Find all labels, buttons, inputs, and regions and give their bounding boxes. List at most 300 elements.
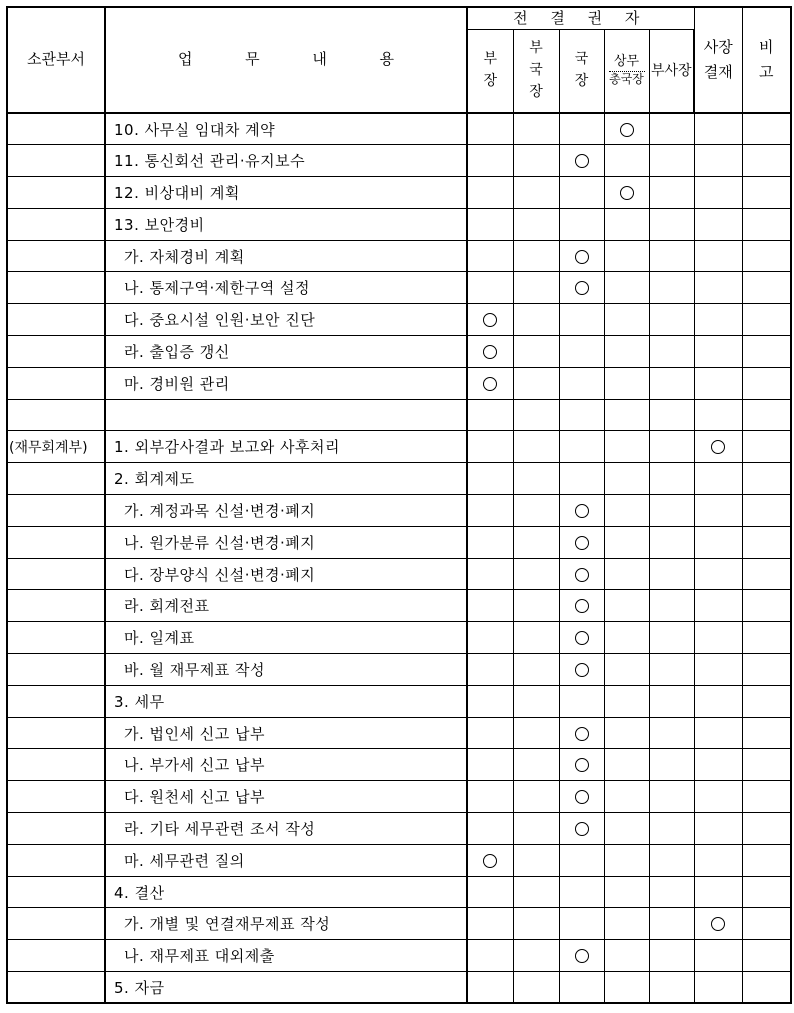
dept-cell: [7, 972, 105, 1004]
approval-cell-gukjang: [559, 208, 604, 240]
approval-cell-bugukjang: [513, 844, 559, 876]
approval-cell-sajang: [694, 781, 742, 813]
approval-cell-sangmu: [604, 113, 649, 145]
approval-cell-busajang: [649, 208, 694, 240]
approval-cell-sajang: [694, 558, 742, 590]
header-sajang: [694, 7, 742, 113]
approval-cell-gukjang: [559, 399, 604, 431]
approval-cell-gukjang: [559, 717, 604, 749]
gukjang-char: 장: [574, 72, 589, 89]
approval-cell-gukjang: [559, 558, 604, 590]
approval-cell-busajang: [649, 685, 694, 717]
approval-cell-sajang: [694, 399, 742, 431]
bugukjang-char: 국: [529, 61, 543, 78]
task-cell: 4. 결산: [105, 876, 467, 908]
approval-circle-icon: [575, 631, 589, 645]
approval-cell-bujang: [467, 972, 513, 1004]
approval-circle-icon: [483, 313, 497, 327]
approval-circle-icon: [575, 949, 589, 963]
table-row: [7, 208, 791, 240]
approval-circle-icon: [483, 345, 497, 359]
approval-cell-bugukjang: [513, 145, 559, 177]
approval-cell-bigo: [742, 940, 791, 972]
header-bujang: [467, 29, 513, 113]
table-row: [7, 367, 791, 399]
dept-cell: [7, 304, 105, 336]
approval-cell-bugukjang: [513, 717, 559, 749]
approval-cell-bujang: [467, 813, 513, 845]
dept-cell: [7, 654, 105, 686]
task-cell: 마. 일계표: [105, 622, 467, 654]
approval-cell-busajang: [649, 654, 694, 686]
approval-cell-sangmu: [604, 145, 649, 177]
approval-circle-icon: [575, 281, 589, 295]
dept-cell: [7, 208, 105, 240]
dept-cell: [7, 908, 105, 940]
approval-cell-sangmu: [604, 940, 649, 972]
approval-cell-bigo: [742, 399, 791, 431]
approval-cell-bugukjang: [513, 113, 559, 145]
approval-cell-gukjang: [559, 844, 604, 876]
header-bugukjang: [513, 29, 559, 113]
header-task-char: 내: [312, 50, 327, 69]
dept-cell: [7, 749, 105, 781]
table-row: [7, 272, 791, 304]
header-gukjang: [559, 29, 604, 113]
table-row: [7, 495, 791, 527]
table-row: [7, 177, 791, 209]
table-row: [7, 399, 791, 431]
approval-cell-sangmu: [604, 622, 649, 654]
approval-cell-sangmu: [604, 304, 649, 336]
approval-cell-bujang: [467, 685, 513, 717]
bugukjang-char: 부: [529, 40, 543, 57]
bujang-char: 부: [483, 51, 498, 68]
task-cell: 나. 원가분류 신설·변경·폐지: [105, 526, 467, 558]
header-task-char: 무: [245, 50, 260, 69]
approval-cell-gukjang: [559, 908, 604, 940]
approval-cell-busajang: [649, 558, 694, 590]
gukjang-char: 국: [574, 51, 589, 68]
task-cell: 가. 법인세 신고 납부: [105, 717, 467, 749]
approval-cell-busajang: [649, 844, 694, 876]
header-approval-group: [467, 7, 694, 29]
approval-cell-sajang: [694, 304, 742, 336]
approval-cell-bugukjang: [513, 685, 559, 717]
approval-cell-bugukjang: [513, 972, 559, 1004]
approval-cell-sangmu: [604, 972, 649, 1004]
approval-cell-bigo: [742, 177, 791, 209]
table-row: [7, 781, 791, 813]
table-row: [7, 908, 791, 940]
approval-cell-bugukjang: [513, 272, 559, 304]
bugukjang-char: 장: [529, 83, 543, 100]
approval-cell-bigo: [742, 590, 791, 622]
table-row: [7, 336, 791, 368]
approval-cell-gukjang: [559, 304, 604, 336]
approval-cell-bigo: [742, 240, 791, 272]
task-cell: 나. 재무제표 대외제출: [105, 940, 467, 972]
approval-cell-sangmu: [604, 717, 649, 749]
approval-cell-gukjang: [559, 272, 604, 304]
approval-cell-sajang: [694, 622, 742, 654]
approval-cell-bugukjang: [513, 813, 559, 845]
approval-cell-sajang: [694, 526, 742, 558]
approval-cell-sajang: [694, 431, 742, 463]
task-cell: 라. 회계전표: [105, 590, 467, 622]
approval-cell-bujang: [467, 272, 513, 304]
dept-cell: [7, 367, 105, 399]
approval-cell-busajang: [649, 399, 694, 431]
dept-cell: [7, 590, 105, 622]
approval-cell-gukjang: [559, 590, 604, 622]
approval-cell-busajang: [649, 940, 694, 972]
table-row: [7, 240, 791, 272]
approval-cell-bigo: [742, 208, 791, 240]
approval-cell-gukjang: [559, 526, 604, 558]
approval-circle-icon: [575, 663, 589, 677]
task-cell: 3. 세무: [105, 685, 467, 717]
task-cell: 11. 통신회선 관리·유지보수: [105, 145, 467, 177]
approval-cell-busajang: [649, 972, 694, 1004]
dept-cell: [7, 495, 105, 527]
approval-cell-gukjang: [559, 781, 604, 813]
approval-cell-bujang: [467, 336, 513, 368]
approval-cell-bugukjang: [513, 208, 559, 240]
approval-cell-bigo: [742, 431, 791, 463]
table-row: [7, 685, 791, 717]
dept-cell: (재무회계부): [7, 431, 105, 463]
approval-cell-sajang: [694, 463, 742, 495]
task-cell: 12. 비상대비 계획: [105, 177, 467, 209]
approval-cell-bigo: [742, 495, 791, 527]
approval-cell-busajang: [649, 304, 694, 336]
approval-cell-bujang: [467, 749, 513, 781]
approval-circle-icon: [575, 504, 589, 518]
approval-cell-sangmu: [604, 654, 649, 686]
approval-cell-busajang: [649, 876, 694, 908]
dept-cell: [7, 240, 105, 272]
approval-cell-bujang: [467, 463, 513, 495]
table-row: [7, 717, 791, 749]
table-row: [7, 558, 791, 590]
task-cell: 나. 통제구역·제한구역 설정: [105, 272, 467, 304]
approval-cell-sajang: [694, 685, 742, 717]
approval-circle-icon: [575, 727, 589, 741]
approval-cell-busajang: [649, 717, 694, 749]
approval-circle-icon: [575, 250, 589, 264]
approval-cell-bujang: [467, 431, 513, 463]
approval-cell-sajang: [694, 972, 742, 1004]
approval-circle-icon: [483, 854, 497, 868]
table-row: [7, 463, 791, 495]
header-dept: 소관부서: [7, 7, 105, 113]
approval-cell-bigo: [742, 654, 791, 686]
header-group-title: 전 결 권 자: [513, 8, 649, 27]
approval-cell-busajang: [649, 431, 694, 463]
approval-cell-bugukjang: [513, 367, 559, 399]
approval-cell-gukjang: [559, 463, 604, 495]
approval-cell-gukjang: [559, 367, 604, 399]
approval-circle-icon: [620, 123, 634, 137]
header-bigo: [742, 7, 791, 113]
table-row: [7, 590, 791, 622]
approval-cell-bugukjang: [513, 336, 559, 368]
task-cell: 5. 자금: [105, 972, 467, 1004]
dept-cell: [7, 622, 105, 654]
approval-cell-sangmu: [604, 240, 649, 272]
dept-cell: [7, 526, 105, 558]
approval-cell-gukjang: [559, 685, 604, 717]
approval-cell-busajang: [649, 749, 694, 781]
approval-cell-sajang: [694, 590, 742, 622]
task-cell: 다. 중요시설 인원·보안 진단: [105, 304, 467, 336]
approval-cell-busajang: [649, 463, 694, 495]
approval-cell-bugukjang: [513, 495, 559, 527]
approval-cell-gukjang: [559, 113, 604, 145]
approval-cell-bugukjang: [513, 463, 559, 495]
approval-cell-sajang: [694, 813, 742, 845]
approval-cell-bujang: [467, 177, 513, 209]
approval-cell-bugukjang: [513, 431, 559, 463]
dept-cell: [7, 463, 105, 495]
approval-cell-bigo: [742, 113, 791, 145]
approval-cell-sajang: [694, 240, 742, 272]
dept-cell: [7, 813, 105, 845]
approval-circle-icon: [575, 822, 589, 836]
task-cell: 10. 사무실 임대차 계약: [105, 113, 467, 145]
approval-cell-bigo: [742, 622, 791, 654]
header-busajang: [649, 29, 694, 113]
approval-cell-busajang: [649, 908, 694, 940]
bujang-char: 장: [483, 72, 498, 89]
approval-cell-sajang: [694, 208, 742, 240]
approval-cell-bugukjang: [513, 399, 559, 431]
task-cell: 다. 장부양식 신설·변경·폐지: [105, 558, 467, 590]
approval-cell-bugukjang: [513, 940, 559, 972]
approval-cell-gukjang: [559, 431, 604, 463]
header-task-char: 업: [178, 50, 193, 69]
approval-cell-sajang: [694, 876, 742, 908]
approval-cell-sajang: [694, 940, 742, 972]
task-cell: 라. 출입증 갱신: [105, 336, 467, 368]
approval-cell-sangmu: [604, 463, 649, 495]
approval-cell-busajang: [649, 622, 694, 654]
table-row: [7, 844, 791, 876]
approval-cell-gukjang: [559, 336, 604, 368]
approval-cell-sangmu: [604, 813, 649, 845]
sajang-char: 결재: [703, 63, 733, 81]
approval-cell-sangmu: [604, 208, 649, 240]
sajang-char: 사장: [703, 37, 733, 56]
bigo-char: 비: [759, 37, 774, 56]
approval-cell-gukjang: [559, 876, 604, 908]
approval-cell-gukjang: [559, 972, 604, 1004]
task-cell: 마. 경비원 관리: [105, 367, 467, 399]
approval-cell-gukjang: [559, 240, 604, 272]
approval-cell-busajang: [649, 367, 694, 399]
approval-cell-sajang: [694, 272, 742, 304]
dept-cell: [7, 177, 105, 209]
table-row: [7, 113, 791, 145]
approval-cell-bujang: [467, 622, 513, 654]
approval-cell-bugukjang: [513, 622, 559, 654]
approval-cell-sangmu: [604, 272, 649, 304]
approval-cell-bujang: [467, 844, 513, 876]
table-row: [7, 813, 791, 845]
approval-cell-bigo: [742, 526, 791, 558]
bigo-char: 고: [759, 63, 774, 81]
approval-cell-sajang: [694, 717, 742, 749]
approval-cell-busajang: [649, 113, 694, 145]
approval-cell-sangmu: [604, 590, 649, 622]
approval-cell-bigo: [742, 781, 791, 813]
table-row: [7, 526, 791, 558]
approval-circle-icon: [711, 917, 725, 931]
approval-cell-bujang: [467, 781, 513, 813]
approval-cell-bujang: [467, 558, 513, 590]
approval-cell-bugukjang: [513, 590, 559, 622]
approval-cell-gukjang: [559, 654, 604, 686]
approval-cell-gukjang: [559, 813, 604, 845]
approval-circle-icon: [575, 758, 589, 772]
approval-cell-sangmu: [604, 781, 649, 813]
approval-cell-bujang: [467, 590, 513, 622]
table-row: [7, 654, 791, 686]
header-task: [105, 7, 467, 113]
approval-circle-icon: [620, 186, 634, 200]
approval-cell-busajang: [649, 526, 694, 558]
approval-cell-busajang: [649, 177, 694, 209]
approval-cell-bigo: [742, 367, 791, 399]
approval-cell-bugukjang: [513, 781, 559, 813]
approval-cell-sajang: [694, 908, 742, 940]
approval-cell-sajang: [694, 367, 742, 399]
approval-cell-sajang: [694, 749, 742, 781]
approval-cell-bujang: [467, 145, 513, 177]
approval-cell-sajang: [694, 336, 742, 368]
dept-cell: [7, 272, 105, 304]
approval-cell-bujang: [467, 208, 513, 240]
task-cell: 1. 외부감사결과 보고와 사후처리: [105, 431, 467, 463]
approval-cell-busajang: [649, 336, 694, 368]
approval-circle-icon: [575, 536, 589, 550]
approval-cell-bugukjang: [513, 240, 559, 272]
approval-cell-sangmu: [604, 526, 649, 558]
approval-cell-bujang: [467, 717, 513, 749]
header-task-char: 용: [379, 50, 394, 69]
header-sangmu: [604, 29, 649, 113]
task-cell: 13. 보안경비: [105, 208, 467, 240]
approval-cell-busajang: [649, 495, 694, 527]
table-row: [7, 972, 791, 1004]
approval-cell-sajang: [694, 145, 742, 177]
approval-cell-bujang: [467, 654, 513, 686]
approval-cell-bigo: [742, 844, 791, 876]
approval-cell-gukjang: [559, 622, 604, 654]
dept-cell: [7, 685, 105, 717]
approval-cell-gukjang: [559, 749, 604, 781]
dept-cell: [7, 717, 105, 749]
approval-cell-bujang: [467, 526, 513, 558]
approval-cell-sajang: [694, 495, 742, 527]
approval-cell-sangmu: [604, 399, 649, 431]
table-row: [7, 304, 791, 336]
table-row: [7, 145, 791, 177]
task-cell: 다. 원천세 신고 납부: [105, 781, 467, 813]
table-row: [7, 622, 791, 654]
table-body: [7, 113, 791, 1003]
approval-cell-bigo: [742, 717, 791, 749]
approval-cell-bigo: [742, 304, 791, 336]
approval-cell-sajang: [694, 654, 742, 686]
header-sangmu-label: 상무: [609, 54, 645, 72]
approval-cell-bugukjang: [513, 526, 559, 558]
approval-cell-sangmu: [604, 685, 649, 717]
approval-cell-bigo: [742, 813, 791, 845]
approval-cell-sajang: [694, 177, 742, 209]
approval-cell-bugukjang: [513, 908, 559, 940]
approval-cell-bujang: [467, 908, 513, 940]
approval-cell-sangmu: [604, 367, 649, 399]
task-cell: [105, 399, 467, 431]
table-row: [7, 749, 791, 781]
approval-circle-icon: [575, 568, 589, 582]
approval-circle-icon: [483, 377, 497, 391]
task-cell: 나. 부가세 신고 납부: [105, 749, 467, 781]
approval-cell-bigo: [742, 876, 791, 908]
approval-cell-bujang: [467, 940, 513, 972]
approval-cell-bigo: [742, 336, 791, 368]
approval-cell-busajang: [649, 781, 694, 813]
approval-cell-busajang: [649, 145, 694, 177]
approval-authority-table: [6, 6, 792, 1004]
approval-cell-bigo: [742, 749, 791, 781]
approval-cell-busajang: [649, 240, 694, 272]
task-cell: 가. 자체경비 계획: [105, 240, 467, 272]
approval-cell-bujang: [467, 113, 513, 145]
approval-cell-bujang: [467, 495, 513, 527]
approval-cell-bugukjang: [513, 654, 559, 686]
dept-cell: [7, 558, 105, 590]
approval-cell-bigo: [742, 908, 791, 940]
approval-circle-icon: [575, 599, 589, 613]
approval-circle-icon: [575, 154, 589, 168]
approval-cell-bugukjang: [513, 558, 559, 590]
approval-cell-bigo: [742, 463, 791, 495]
approval-cell-bigo: [742, 272, 791, 304]
approval-cell-sajang: [694, 113, 742, 145]
approval-cell-bigo: [742, 972, 791, 1004]
dept-cell: [7, 113, 105, 145]
task-cell: 2. 회계제도: [105, 463, 467, 495]
dept-cell: [7, 399, 105, 431]
approval-cell-busajang: [649, 590, 694, 622]
table-row: [7, 876, 791, 908]
table-row: [7, 940, 791, 972]
approval-cell-bujang: [467, 304, 513, 336]
approval-cell-bugukjang: [513, 177, 559, 209]
task-cell: 가. 개별 및 연결재무제표 작성: [105, 908, 467, 940]
dept-cell: [7, 145, 105, 177]
dept-cell: [7, 781, 105, 813]
dept-cell: [7, 940, 105, 972]
table-row: [7, 431, 791, 463]
header-chongukjang-label: 총국장: [609, 71, 644, 86]
approval-cell-bigo: [742, 685, 791, 717]
approval-cell-bujang: [467, 399, 513, 431]
approval-cell-sangmu: [604, 177, 649, 209]
